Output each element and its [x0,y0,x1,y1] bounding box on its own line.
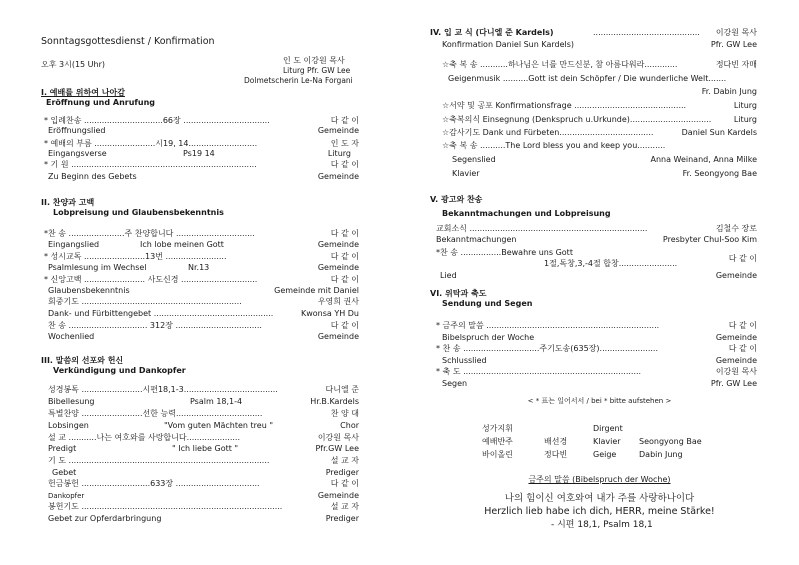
section-1-heading-de: Eröffnung und Anrufung [46,98,156,107]
dolmetscher: Dolmetscherin Le-Na Forgani [244,76,353,85]
s6-row3-right: 이강원 목사 [715,367,757,376]
credit-3-name-de: Dabin Jung [639,450,683,459]
s3-row4b-left: Gebet [52,468,77,477]
s3-row1b-mid: Psalm 18,1-4 [190,397,243,406]
s4-row2-right: Liturg [733,101,757,110]
s3-row2-left: 특별찬양 ........................선한 능력.................................. [48,409,263,418]
s3-row4-left: 기 도 ............................................................................... [48,456,270,465]
s3-row6b-left: Gebet zur Opferdarbringung [48,514,162,523]
section-4-heading-ko: IV. 입 교 식 (다니엘 준 Kardels) [430,28,554,37]
section-2-heading-de: Lobpreisung und Glaubensbekenntnis [53,208,224,217]
credit-1-ko: 성가지휘 [482,424,513,433]
s6-row1b-right: Gemeinde [715,333,757,342]
s1-row2-right: 인 도 자 [330,139,359,148]
s2-row2b-right: Gemeinde [317,263,359,272]
s4-row3-left: ☆축복의식 Einsegnung (Denkspruch u.Urkunde)................................ [442,115,712,124]
section-5-heading-ko: V. 광고와 찬송 [430,195,483,204]
s2-row5-right: Kwonsa YH Du [300,309,359,318]
s5-row2b-mid: 1절,독창,3,-4절 합창....................... [544,259,678,268]
s2-row1-left: *찬 송 ......................주 찬양합니다 ............................... [44,229,255,238]
s3-row3-right: 이강원 목사 [317,433,359,442]
credit-3-name: 정다빈 [544,450,568,459]
s2-row6-right: 다 같 이 [330,321,359,330]
s1-row1-right: 다 같 이 [330,116,359,125]
s4-row4-right: Daniel Sun Kardels [681,128,757,137]
s3-row6-left: 봉헌기도 ............................................................................... [48,502,283,511]
s1-row2b-mid: Ps19 14 [183,149,215,158]
s2-row4-right: 우영희 권사 [317,297,359,306]
s2-row2-right: 다 같 이 [330,252,359,261]
section-4-heading-de-right: Pfr. GW Lee [710,40,757,49]
s3-row4-right: 설 교 자 [330,456,359,465]
s1-row2b-right: Liturg [327,149,351,158]
s4-row5b-right: Anna Weinand, Anna Milke [650,155,757,164]
verse-line-de: Herzlich lieb habe ich dich, HERR, meine Stärke! [484,506,715,517]
s2-row4-left: 회중기도 ............................................................... [48,297,242,306]
s2-row2b-left: Psalmlesung im Wechsel [48,263,147,272]
s2-row2b-mid: Nr.13 [188,263,210,272]
section-6-heading-de: Sendung und Segen [442,299,533,308]
s2-row2-left: * 성시교독 ........................13번 ........................ [44,252,227,261]
s5-row2-right: 다 같 이 [728,254,757,263]
s3-row6-right: 설 교 자 [330,502,359,511]
section-4-heading-dots: .......................................... [593,28,700,37]
s4-row2-left: ☆서약 및 공포 Konfirmationsfrage ............................................ [442,101,687,110]
s4-row4-left: ☆감사기도 Dank und Fürbeten..................................... [442,128,654,137]
credit-2-name-de: Seongyong Bae [639,437,702,446]
s5-row1b-right: Presbyter Chul-Soo Kim [662,235,757,244]
s2-row6-left: 찬 송 ............................... 312장 .................................. [48,321,262,330]
s2-row1b-right: Gemeinde [317,240,359,249]
section-3-heading-de: Verkündigung und Dankopfer [53,366,186,375]
s2-row1b-left: Eingangslied [48,240,100,249]
s5-row1-left: 교회소식 ...................................................................... [436,224,648,233]
left-page [0,0,399,565]
s2-row5-left: Dank- und Fürbittengebet ............................................... [48,309,274,318]
s3-row1b-right: Hr.B.Kardels [310,397,359,406]
s5-row1b-left: Bekanntmachungen [436,235,517,244]
section-4-heading-right: 이강원 목사 [715,28,757,37]
s2-row1b-mid: Ich lobe meinen Gott [140,240,224,249]
s3-row2b-left: Lobsingen [48,421,89,430]
s4-row5-left: ☆축 복 송 ..........The Lord bless you and keep you........... [442,141,666,150]
s6-row1b-left: Bibelspruch der Woche [442,333,535,342]
section-3-heading-ko: III. 말씀의 선포와 헌신 [41,356,124,365]
s1-row2b-left: Eingangsverse [48,149,107,158]
liturg-ko: 인 도 이강원 목사 [283,56,345,65]
s3-row5b-left: Dankopfer [48,492,85,500]
s2-row3-left: * 신앙고백 ........................ 사도신경 .............................. [44,275,258,284]
s4-row1-left: ☆축 복 송 ...........하나님은 너를 만드신분, 참 아름다워라............. [442,60,678,69]
s6-row2-right: 다 같 이 [728,344,757,353]
s4-row5c-left: Klavier [452,169,480,178]
standing-note: < * 표는 일어서서 / bei * bitte aufstehen > [527,397,672,405]
s5-row1-right: 김철수 장로 [715,224,757,233]
section-2-heading-ko: II. 찬양과 고백 [41,198,95,207]
s1-row3b-right: Gemeinde [317,172,359,181]
s6-row3b-right: Pfr. GW Lee [710,379,757,388]
s6-row3-left: * 축 도 ...................................................................... [436,367,642,376]
s4-row5b-left: Segenslied [452,155,496,164]
s5-row2-left: *찬 송 ................Bewahre uns Gott [436,248,573,257]
s6-row3b-left: Segen [442,379,468,388]
s2-row6b-right: Gemeinde [317,332,359,341]
section-1-heading-ko: I. 예배를 위하여 나아감 [41,88,125,97]
s6-row2b-right: Gemeinde [715,356,757,365]
s5-row2c-left: Lied [440,271,457,280]
s1-row3b-left: Zu Beginn des Gebets [48,172,137,181]
s6-row1-right: 다 같 이 [728,321,757,330]
credit-1-de: Dirgent [593,424,623,433]
s3-row6b-right: Prediger [325,514,359,523]
s3-row1-left: 성경봉독 ........................시편18,1-3..................................... [48,385,278,394]
s4-row1b-left: Geigenmusik ..........Gott ist dein Schöpfer / Die wunderliche Welt....... [448,74,727,83]
verse-reference: - 시편 18,1, Psalm 18,1 [551,520,653,530]
s2-row3-right: 다 같 이 [330,275,359,284]
s4-row1c-right: Fr. Dabin Jung [701,87,757,96]
credit-3-de: Geige [593,450,617,459]
credit-2-name: 배선경 [544,437,568,446]
verse-title: 금주의 말씀 (Bibelspruch der Woche) [528,475,671,484]
credit-3-ko: 바이올린 [482,450,513,459]
s1-row1b-left: Eröffnungslied [48,126,106,135]
s3-row1-right: 다니엘 준 [325,385,359,394]
service-title: Sonntagsgottesdienst / Konfirmation [41,36,215,47]
s3-row3b-left: Predigt [48,444,77,453]
s1-row1-left: * 입례찬송 ...............................66장 .................................. [44,116,270,125]
s4-row1-right: 정다빈 자매 [715,60,757,69]
s2-row1-right: 다 같 이 [330,229,359,238]
s1-row2-left: * 예배의 부름 ........................시19, 14........................... [44,139,258,148]
s3-row3b-mid: " Ich liebe Gott " [172,444,239,453]
verse-line-ko: 나의 힘이신 여호와여 내가 주를 사랑하나이다 [504,493,695,504]
section-6-heading-ko: VI. 위탁과 축도 [430,289,487,298]
s2-row3b-right: Gemeinde mit Daniel [274,286,359,295]
s1-row1b-right: Gemeinde [317,126,359,135]
s6-row2-left: * 찬 송 ..............................주기도송(635장)....................... [436,344,659,353]
s4-row5c-right: Fr. Seongyong Bae [682,169,757,178]
section-4-heading-de: Konfirmation Daniel Sun Kardels) [442,40,575,49]
right-page [400,0,799,565]
s1-row3-right: 다 같 이 [330,160,359,169]
s6-row1-left: * 금주의 말씀 .................................................................... [436,321,660,330]
s5-row2c-right: Gemeinde [715,271,757,280]
s4-row3-right: Liturg [733,115,757,124]
service-time: 오후 3시(15 Uhr) [41,60,105,69]
s1-row3-left: * 기 원 ......................................................................... [44,160,257,169]
liturg-de: Liturg Pfr. GW Lee [283,66,351,75]
s3-row2b-right: Chor [340,421,359,430]
s3-row3-left: 설 교 ...........나는 여호와를 사랑합니다..................... [48,433,241,442]
s2-row3b-left: Glaubensbekenntnis [48,286,130,295]
s6-row2b-left: Schlusslied [442,356,487,365]
credit-2-de: Klavier [593,437,621,446]
s3-row1b-left: Bibellesung [48,397,95,406]
s3-row5b-right: Gemeinde [317,491,359,500]
s3-row3b-right: Pfr.GW Lee [315,444,359,453]
s2-row6b-left: Wochenlied [48,332,95,341]
s3-row2b-mid: "Vom guten Mächten treu " [164,421,273,430]
credit-2-ko: 예배반주 [482,437,513,446]
section-5-heading-de: Bekanntmachungen und Lobpreisung [442,209,611,218]
s3-row2-right: 찬 양 대 [330,409,359,418]
s3-row5-left: 헌금봉헌 ...........................633장 ................................. [48,479,260,488]
s3-row5-right: 다 같 이 [330,479,359,488]
s3-row4b-right: Prediger [325,468,359,477]
